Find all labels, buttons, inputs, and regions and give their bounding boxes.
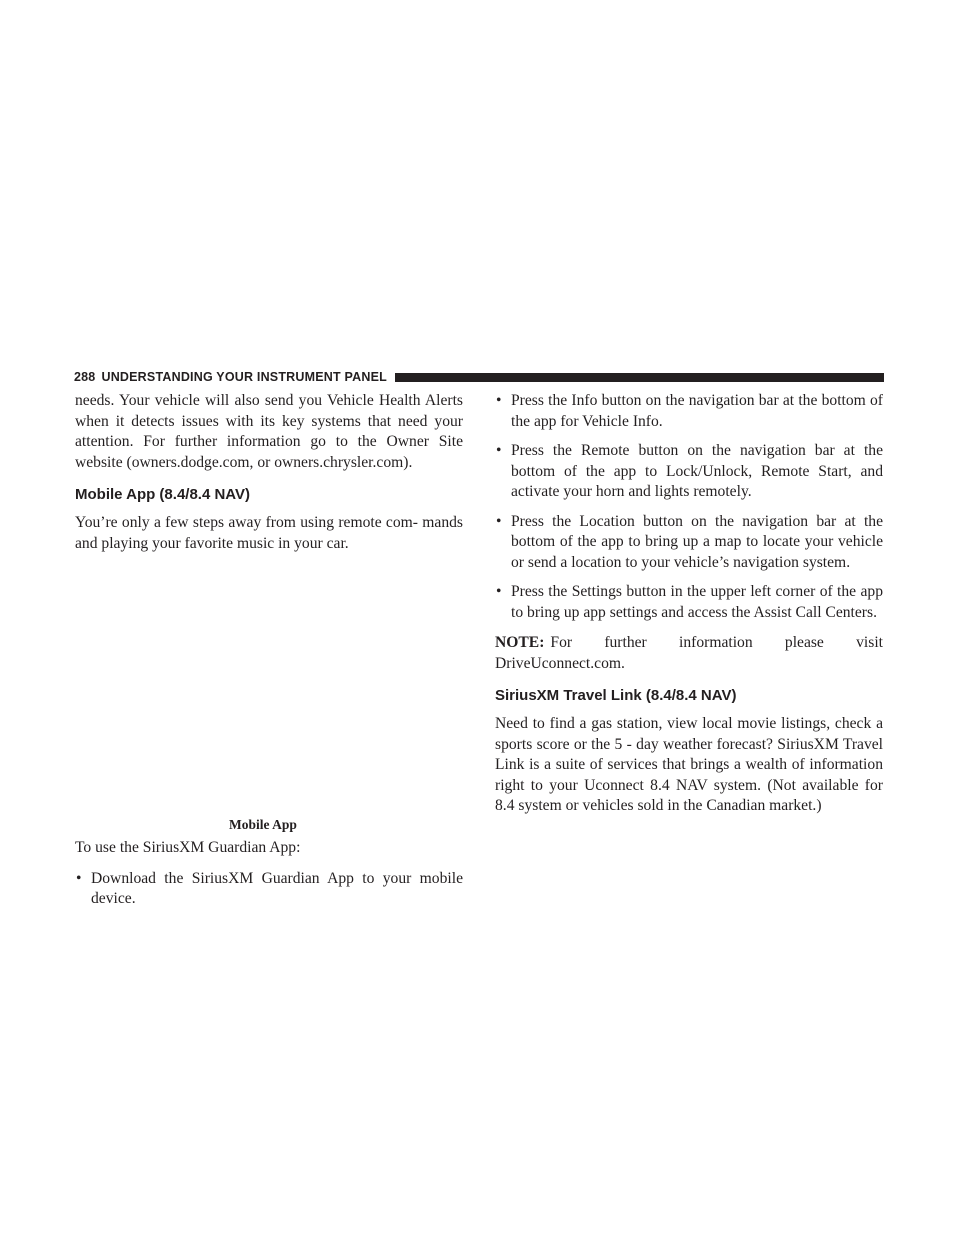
intro-paragraph: needs. Your vehicle will also send you Vehicle Health Alerts when it detects issues with its key systems that need your attention. For further information go to the Owner Site website (owners.dodge.com, or owners.chrysler.com).: [75, 392, 463, 471]
note-paragraph: [495, 633, 883, 674]
bullet-icon: •: [496, 583, 502, 600]
page-number: 288: [74, 370, 96, 384]
mobile-app-figure: [75, 564, 463, 816]
guardian-intro: To use the SiriusXM Guardian App:: [75, 839, 301, 856]
header-rule: [395, 373, 884, 382]
left-column: [75, 391, 463, 920]
travel-link-paragraph: Need to find a gas station, view local movie listings, check a sports score or the 5 - day weather forecast? SiriusXM Travel Link is a suite of services that brings a wealth of information right to your Uconnect 8.4 NAV system. (Not available for 8.4 system or vehicles sold in the Canadian market.): [495, 715, 883, 814]
note-text: For further information please visit DriveUconnect.com.: [495, 634, 883, 672]
list-item: [495, 512, 883, 574]
section-title: UNDERSTANDING YOUR INSTRUMENT PANEL: [101, 370, 387, 384]
right-column: [495, 391, 883, 827]
list-item: [495, 441, 883, 503]
figure-caption: Mobile App: [229, 817, 297, 832]
list-item-text: Download the SiriusXM Guardian App to your mobile device.: [91, 869, 463, 907]
bullet-icon: •: [76, 869, 82, 887]
list-item-text: Press the Settings button in the upper left corner of the app to bring up app settings and access the Assist Call Centers.: [511, 583, 883, 621]
left-bullet-list: [75, 869, 463, 910]
bullet-icon: •: [496, 512, 502, 530]
list-item: [495, 582, 883, 623]
travel-link-heading: SiriusXM Travel Link (8.4/8.4 NAV): [495, 687, 737, 704]
right-bullet-list: [495, 391, 883, 623]
list-item-text: Press the Remote button on the navigation bar at the bottom of the app to Lock/Unlock, Remote Start, and activate your horn and lights remotely.: [511, 442, 883, 500]
list-item: [495, 391, 883, 432]
list-item-text: Press the Info button on the navigation bar at the bottom of the app for Vehicle Info.: [511, 392, 883, 430]
bullet-icon: •: [496, 392, 502, 409]
list-item-text: Press the Location button on the navigation bar at the bottom of the app to bring up a map to locate your vehicle or send a location to your vehicle’s navigation system.: [511, 512, 883, 571]
mobile-app-heading: Mobile App (8.4/8.4 NAV): [75, 486, 251, 503]
list-item: [75, 869, 463, 910]
mobile-app-paragraph: You’re only a few steps away from using remote com- mands and playing your favorite music in your car.: [75, 514, 463, 552]
page-header: [74, 370, 884, 384]
bullet-icon: •: [496, 442, 502, 459]
note-label: NOTE:: [495, 634, 545, 651]
